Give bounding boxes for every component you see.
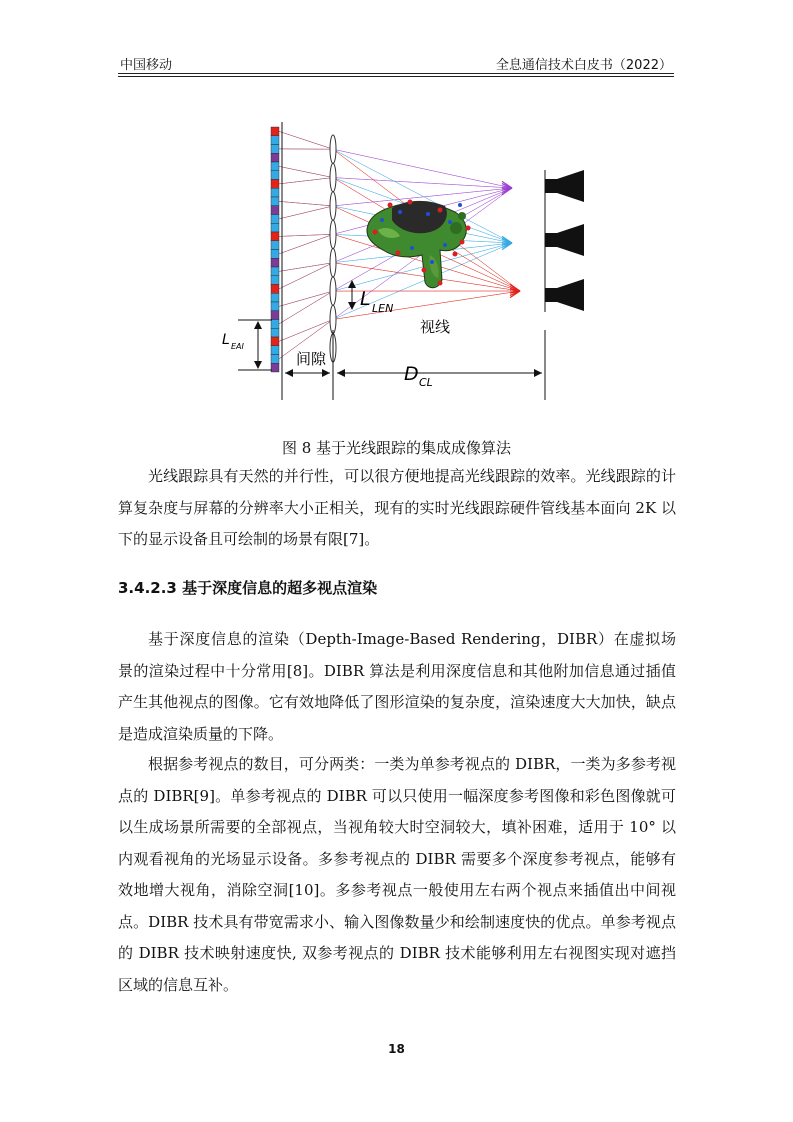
header-org: 中国移动 bbox=[120, 58, 173, 73]
panel-pixel bbox=[271, 171, 279, 180]
lens bbox=[330, 249, 336, 277]
header-rule-bottom bbox=[118, 76, 674, 77]
paragraph-dibr-intro: 基于深度信息的渲染（Depth-Image-Based Rendering，DIBR）在虚拟场景的渲染过程中十分常用[8]。DIBR 算法是利用深度信息和其他附加信息通过插值产生其他视点的图像。它有效地降低了图形渲染的复杂度，渲染速度大大加快，缺点是造成渲染质量的下降。 bbox=[118, 630, 676, 743]
panel-pixel bbox=[271, 328, 279, 337]
dcl-subscript: CL bbox=[419, 376, 433, 389]
panel-pixel bbox=[271, 363, 279, 372]
panel-pixel bbox=[271, 127, 279, 136]
dcl-symbol: D bbox=[404, 363, 419, 385]
lens bbox=[330, 277, 336, 305]
panel-pixel bbox=[271, 337, 279, 346]
panel-pixel bbox=[271, 145, 279, 154]
panel-pixel bbox=[271, 232, 279, 241]
integral-imaging-diagram bbox=[222, 120, 586, 400]
panel-pixel bbox=[271, 180, 279, 189]
camera-lens bbox=[557, 279, 584, 311]
panel-pixel bbox=[271, 276, 279, 285]
3d-object bbox=[367, 200, 471, 288]
camera-lens bbox=[557, 170, 584, 202]
gap-label: 间隙 bbox=[296, 350, 327, 368]
page-number: 18 bbox=[388, 1042, 405, 1056]
panel-pixel bbox=[271, 250, 279, 259]
panel-pixel bbox=[271, 346, 279, 355]
eai-subscript: EAI bbox=[231, 342, 244, 351]
ray bbox=[279, 291, 520, 306]
lens bbox=[330, 220, 336, 248]
figure-caption: 图 8 基于光线跟踪的集成成像算法 bbox=[281, 439, 512, 457]
paragraph-dibr-types: 根据参考视点的数目，可分两类：一类为单参考视点的 DIBR，一类为多参考视点的 DIBR[9]。单参考视点的 DIBR 可以只使用一幅深度参考图像和彩色图像就可以生成场景所需要的全部视点，当视角较大时空洞较大，填补困难，适用于 10° 以内观看视角的光场显示设备。多参考视点的 DIBR 需要多个深度参考视点，能够有效地增大视角，消除空洞[10]。多参考视点一般使用左右两个视点来插值出中间视点。DIBR 技术具有带宽需求小、输入图像数量少和绘制速度快的优点。单参考视点的 DIBR 技术映射速度快, 双参考视点的 DIBR 技术能够利用左右视图实现对遮挡区域的信息互补。 bbox=[118, 755, 676, 994]
ray bbox=[279, 178, 512, 188]
header-rule-top bbox=[118, 73, 674, 74]
lens bbox=[330, 305, 336, 333]
panel-pixel bbox=[271, 241, 279, 250]
section-heading: 3.4.2.3 基于深度信息的超多视点渲染 bbox=[118, 579, 378, 597]
camera-body bbox=[545, 233, 557, 247]
panel-pixel bbox=[271, 285, 279, 294]
ray bbox=[279, 243, 512, 359]
ray bbox=[279, 131, 512, 188]
camera-body bbox=[545, 288, 557, 302]
camera-body bbox=[545, 179, 557, 193]
camera-lens bbox=[557, 224, 584, 256]
panel-pixel bbox=[271, 320, 279, 329]
ray bbox=[279, 166, 512, 188]
view-label: 视线 bbox=[420, 318, 451, 336]
panel-pixel bbox=[271, 197, 279, 206]
panel-pixel bbox=[271, 223, 279, 232]
lens-array bbox=[330, 135, 336, 362]
ray bbox=[279, 263, 520, 291]
panel-pixel bbox=[271, 215, 279, 224]
panel-pixel bbox=[271, 311, 279, 320]
len-symbol: L bbox=[360, 288, 371, 310]
paragraph-ray-tracing: 光线跟踪具有天然的并行性，可以很方便地提高光线跟踪的效率。光线跟踪的计算复杂度与屏幕的分辨率大小正相关，现有的实时光线跟踪硬件管线基本面向 2K 以下的显示设备且可绘制的场景有限[7]。 bbox=[118, 467, 676, 548]
ray bbox=[279, 291, 520, 341]
ray bbox=[279, 263, 520, 291]
panel-pixel bbox=[271, 206, 279, 215]
ray bbox=[279, 291, 520, 359]
panel-pixel bbox=[271, 153, 279, 162]
dimension-markers bbox=[238, 122, 545, 400]
header-title: 全息通信技术白皮书（2022） bbox=[495, 58, 672, 73]
panel-pixel bbox=[271, 267, 279, 276]
panel-pixel bbox=[271, 162, 279, 171]
viewpoint-cameras bbox=[545, 170, 584, 312]
len-subscript: LEN bbox=[372, 302, 394, 315]
lens bbox=[330, 135, 336, 163]
panel-pixel bbox=[271, 136, 279, 145]
lens bbox=[330, 163, 336, 191]
panel-pixel bbox=[271, 302, 279, 311]
panel-pixel bbox=[271, 258, 279, 267]
eai-symbol: L bbox=[222, 332, 230, 348]
panel-pixel bbox=[271, 188, 279, 197]
lens bbox=[330, 192, 336, 220]
display-panel bbox=[271, 127, 279, 372]
panel-pixel bbox=[271, 293, 279, 302]
panel-pixel bbox=[271, 355, 279, 364]
